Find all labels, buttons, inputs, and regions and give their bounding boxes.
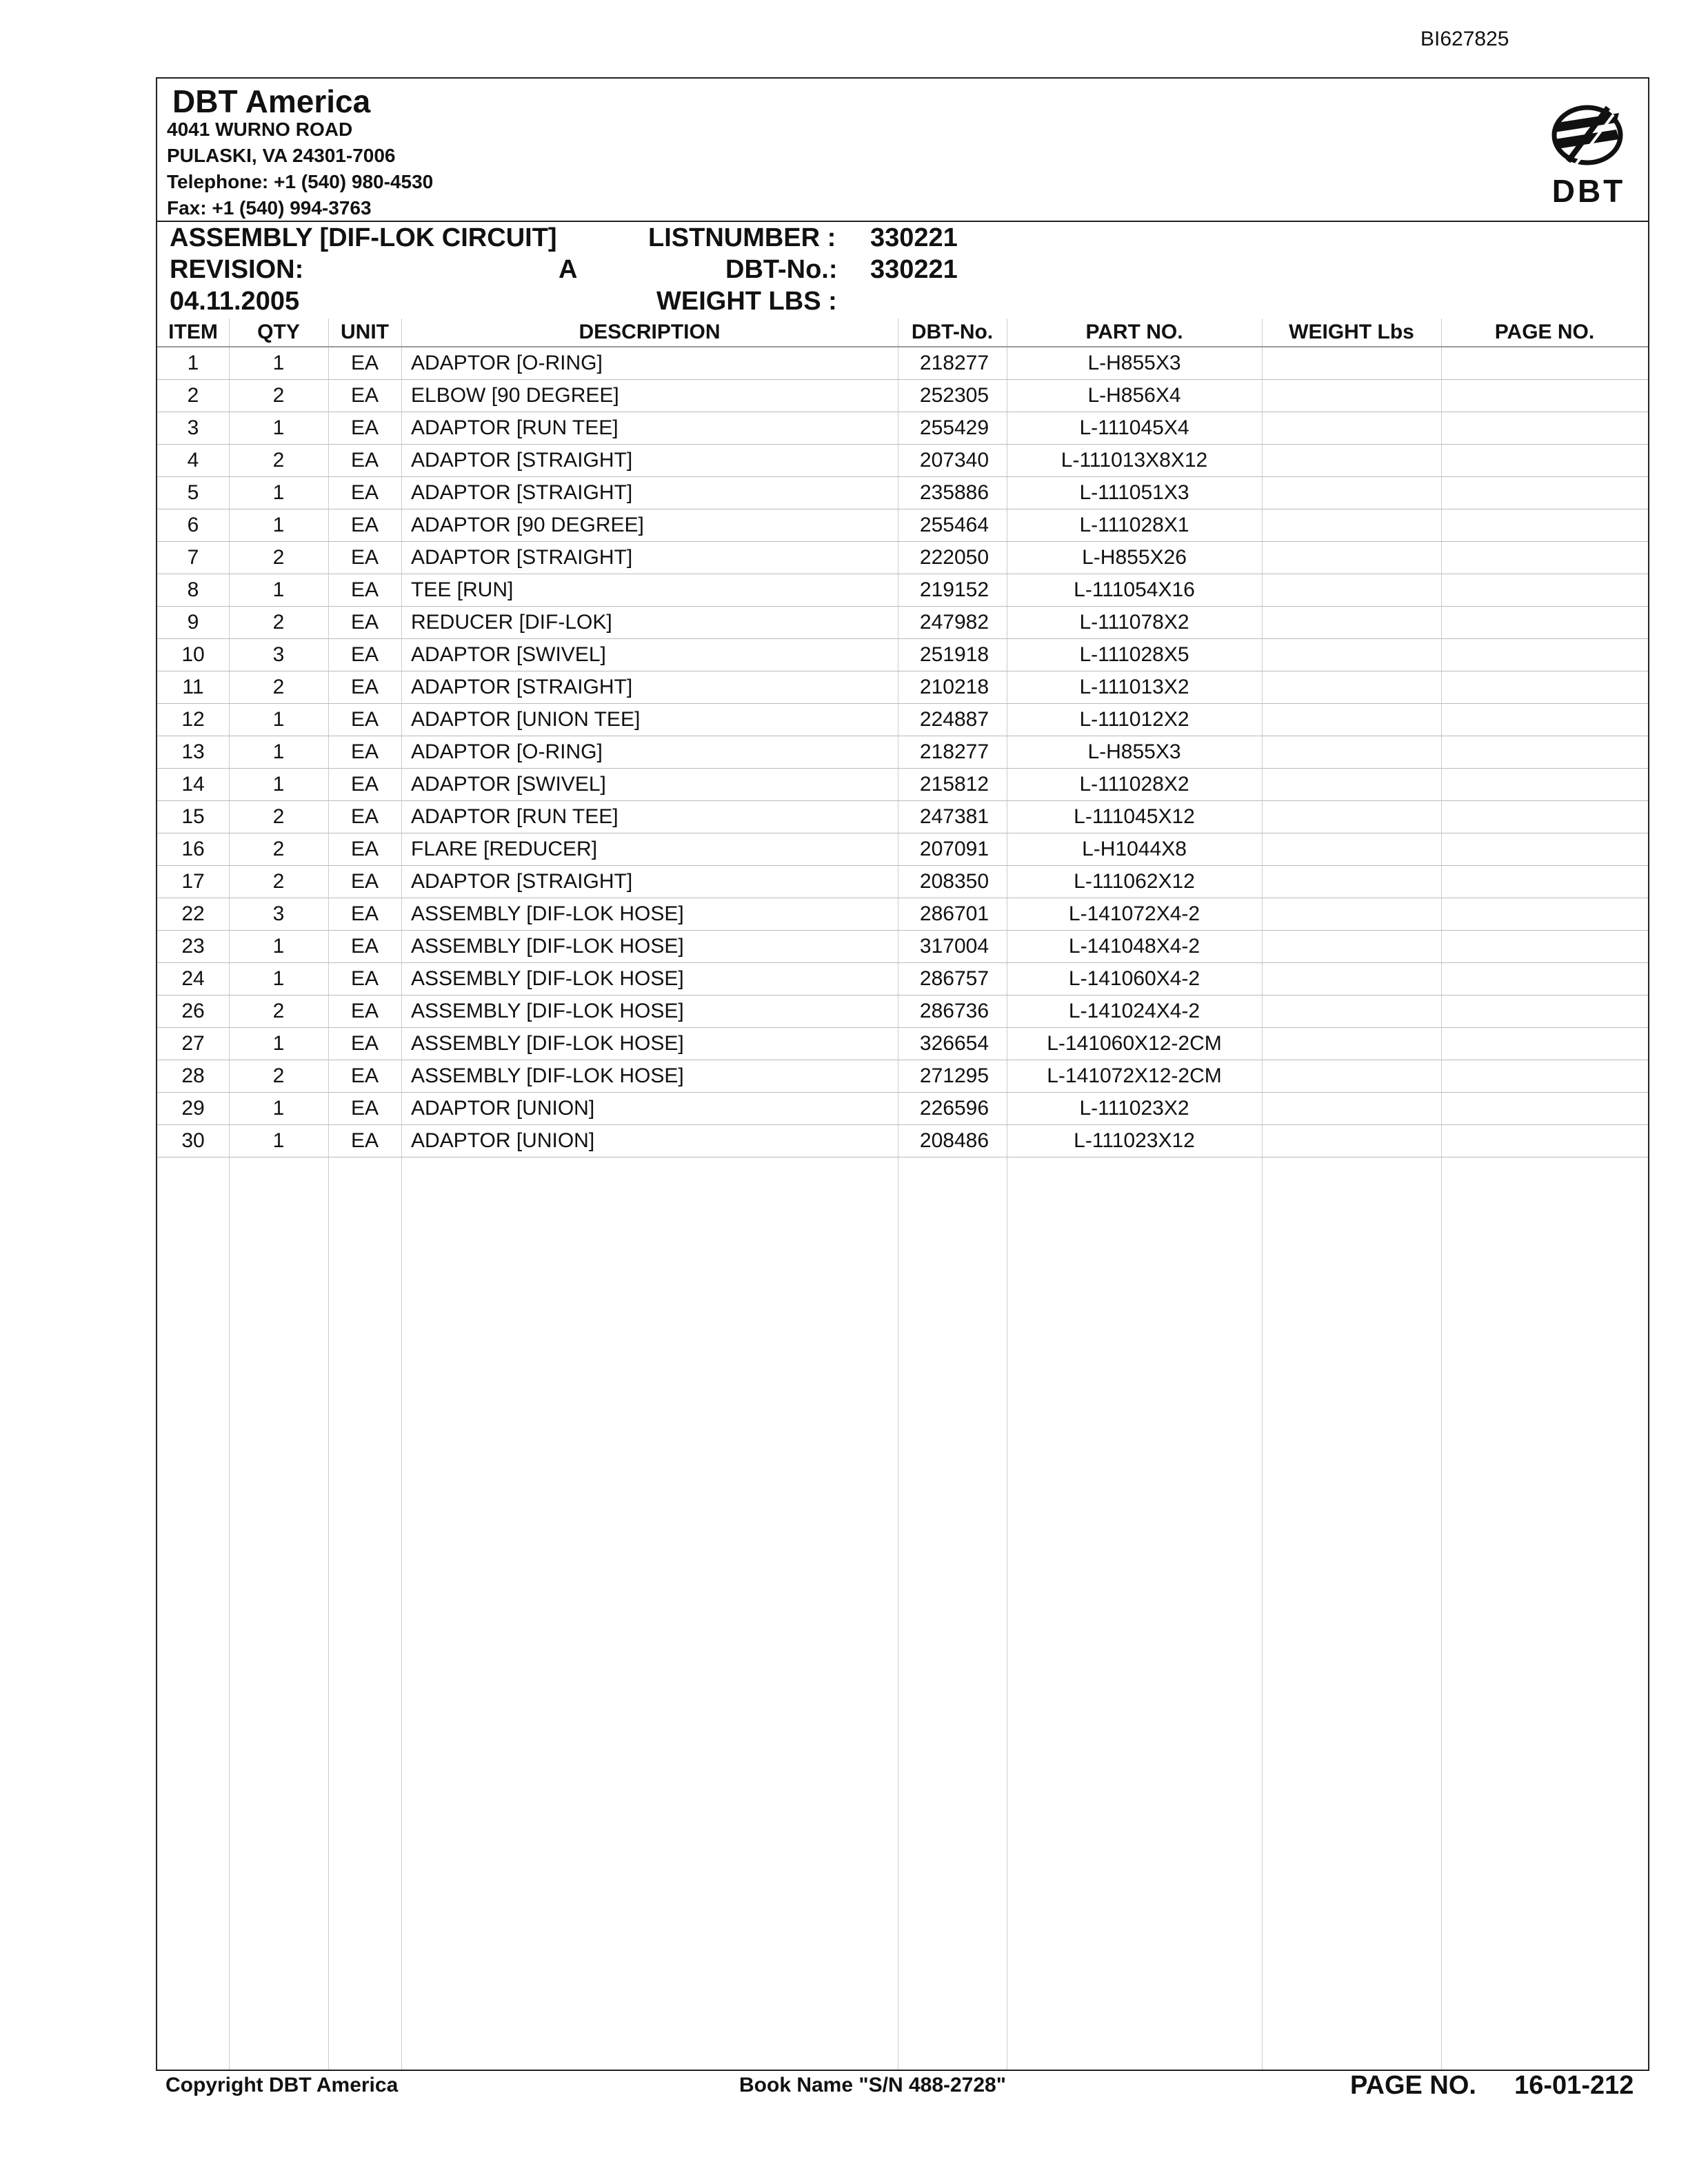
cell-dbt-no: 286757 [898, 963, 1007, 995]
column-header-qty: QTY [229, 318, 328, 347]
cell-dbt-no: 207091 [898, 833, 1007, 866]
cell-unit: EA [328, 1060, 401, 1093]
cell-page-no [1441, 347, 1648, 380]
cell-unit: EA [328, 1125, 401, 1157]
cell-description: ADAPTOR [90 DEGREE] [401, 509, 898, 542]
table-row [157, 801, 1648, 833]
cell-weight [1262, 607, 1441, 639]
cell-description: ASSEMBLY [DIF-LOK HOSE] [401, 898, 898, 931]
cell-page-no [1441, 931, 1648, 963]
assembly-title: ASSEMBLY [DIF-LOK CIRCUIT] [170, 223, 557, 252]
cell-qty: 1 [229, 704, 328, 736]
cell-weight [1262, 769, 1441, 801]
cell-unit: EA [328, 769, 401, 801]
cell-weight [1262, 898, 1441, 931]
cell-dbt-no: 286736 [898, 995, 1007, 1028]
cell-item: 4 [157, 445, 229, 477]
cell-description: ADAPTOR [RUN TEE] [401, 801, 898, 833]
table-row [157, 412, 1648, 445]
table-row [157, 833, 1648, 866]
column-header-item: ITEM [157, 318, 229, 347]
dbt-no-value: 330221 [870, 255, 958, 284]
cell-qty: 2 [229, 866, 328, 898]
table-row [157, 671, 1648, 704]
cell-description: ELBOW [90 DEGREE] [401, 380, 898, 412]
cell-part-no: L-111023X2 [1007, 1093, 1262, 1125]
cell-dbt-no: 224887 [898, 704, 1007, 736]
cell-description: ADAPTOR [SWIVEL] [401, 769, 898, 801]
cell-dbt-no: 207340 [898, 445, 1007, 477]
cell-qty: 2 [229, 671, 328, 704]
table-row [157, 509, 1648, 542]
company-address-line-2: PULASKI, VA 24301-7006 [167, 145, 396, 166]
cell-item: 24 [157, 963, 229, 995]
cell-page-no [1441, 412, 1648, 445]
cell-item: 16 [157, 833, 229, 866]
dbt-logo-icon [1547, 97, 1630, 172]
cell-description: ADAPTOR [STRAIGHT] [401, 445, 898, 477]
cell-part-no: L-111078X2 [1007, 607, 1262, 639]
table-row [157, 1060, 1648, 1093]
cell-dbt-no: 326654 [898, 1028, 1007, 1060]
table-header-row [157, 318, 1648, 347]
cell-page-no [1441, 704, 1648, 736]
cell-dbt-no: 251918 [898, 639, 1007, 671]
cell-page-no [1441, 477, 1648, 509]
table-row [157, 931, 1648, 963]
cell-dbt-no: 255464 [898, 509, 1007, 542]
cell-item: 30 [157, 1125, 229, 1157]
table-row [157, 769, 1648, 801]
cell-description: ASSEMBLY [DIF-LOK HOSE] [401, 1060, 898, 1093]
table-row [157, 477, 1648, 509]
cell-item: 15 [157, 801, 229, 833]
cell-unit: EA [328, 380, 401, 412]
cell-description: ADAPTOR [UNION TEE] [401, 704, 898, 736]
cell-unit: EA [328, 607, 401, 639]
listnumber-label: LISTNUMBER : [648, 223, 836, 252]
cell-weight [1262, 412, 1441, 445]
company-header [157, 79, 1648, 222]
cell-part-no: L-H1044X8 [1007, 833, 1262, 866]
cell-part-no: L-111023X12 [1007, 1125, 1262, 1157]
cell-part-no: L-H855X3 [1007, 347, 1262, 380]
company-name: DBT America [172, 83, 371, 119]
cell-description: ADAPTOR [STRAIGHT] [401, 477, 898, 509]
cell-unit: EA [328, 736, 401, 769]
cell-dbt-no: 235886 [898, 477, 1007, 509]
cell-item: 14 [157, 769, 229, 801]
cell-unit: EA [328, 509, 401, 542]
cell-qty: 2 [229, 542, 328, 574]
page-number-value: 16-01-212 [1514, 2071, 1634, 2100]
cell-qty: 1 [229, 509, 328, 542]
cell-weight [1262, 1093, 1441, 1125]
table-row [157, 445, 1648, 477]
cell-part-no: L-111062X12 [1007, 866, 1262, 898]
cell-weight [1262, 1060, 1441, 1093]
cell-item: 3 [157, 412, 229, 445]
cell-qty: 1 [229, 574, 328, 607]
cell-qty: 1 [229, 347, 328, 380]
cell-item: 10 [157, 639, 229, 671]
column-header-weight: WEIGHT Lbs [1262, 318, 1441, 347]
cell-part-no: L-111012X2 [1007, 704, 1262, 736]
company-telephone: Telephone: +1 (540) 980-4530 [167, 171, 434, 192]
company-fax: Fax: +1 (540) 994-3763 [167, 197, 372, 219]
cell-item: 8 [157, 574, 229, 607]
cell-description: ADAPTOR [STRAIGHT] [401, 542, 898, 574]
cell-dbt-no: 215812 [898, 769, 1007, 801]
cell-item: 22 [157, 898, 229, 931]
cell-item: 1 [157, 347, 229, 380]
cell-part-no: L-141024X4-2 [1007, 995, 1262, 1028]
table-row [157, 704, 1648, 736]
cell-weight [1262, 736, 1441, 769]
cell-unit: EA [328, 412, 401, 445]
cell-page-no [1441, 801, 1648, 833]
cell-page-no [1441, 898, 1648, 931]
cell-dbt-no: 317004 [898, 931, 1007, 963]
table-row [157, 1125, 1648, 1157]
cell-weight [1262, 866, 1441, 898]
cell-weight [1262, 995, 1441, 1028]
cell-dbt-no: 286701 [898, 898, 1007, 931]
cell-description: ADAPTOR [SWIVEL] [401, 639, 898, 671]
cell-item: 28 [157, 1060, 229, 1093]
cell-part-no: L-H856X4 [1007, 380, 1262, 412]
cell-page-no [1441, 671, 1648, 704]
cell-part-no: L-111045X4 [1007, 412, 1262, 445]
cell-page-no [1441, 963, 1648, 995]
cell-unit: EA [328, 704, 401, 736]
dbt-no-label: DBT-No.: [725, 255, 838, 284]
table-row [157, 574, 1648, 607]
cell-weight [1262, 963, 1441, 995]
cell-qty: 1 [229, 736, 328, 769]
parts-table [157, 318, 1648, 1157]
cell-description: FLARE [REDUCER] [401, 833, 898, 866]
cell-part-no: L-111028X2 [1007, 769, 1262, 801]
cell-description: ADAPTOR [UNION] [401, 1125, 898, 1157]
cell-qty: 2 [229, 445, 328, 477]
cell-unit: EA [328, 671, 401, 704]
cell-dbt-no: 219152 [898, 574, 1007, 607]
cell-qty: 1 [229, 477, 328, 509]
cell-qty: 2 [229, 995, 328, 1028]
cell-weight [1262, 1125, 1441, 1157]
cell-qty: 1 [229, 769, 328, 801]
cell-weight [1262, 833, 1441, 866]
cell-description: ASSEMBLY [DIF-LOK HOSE] [401, 963, 898, 995]
cell-unit: EA [328, 639, 401, 671]
cell-page-no [1441, 607, 1648, 639]
cell-unit: EA [328, 995, 401, 1028]
cell-part-no: L-111054X16 [1007, 574, 1262, 607]
cell-unit: EA [328, 801, 401, 833]
cell-weight [1262, 574, 1441, 607]
cell-page-no [1441, 509, 1648, 542]
cell-qty: 1 [229, 963, 328, 995]
column-header-description: DESCRIPTION [401, 318, 898, 347]
cell-description: ADAPTOR [UNION] [401, 1093, 898, 1125]
cell-page-no [1441, 736, 1648, 769]
table-row [157, 380, 1648, 412]
cell-item: 2 [157, 380, 229, 412]
weight-label: WEIGHT LBS : [656, 287, 837, 316]
cell-page-no [1441, 1060, 1648, 1093]
dbt-logo [1547, 97, 1630, 221]
parts-table-body [157, 347, 1648, 1157]
cell-page-no [1441, 380, 1648, 412]
assembly-date: 04.11.2005 [170, 287, 300, 316]
column-header-unit: UNIT [328, 318, 401, 347]
cell-item: 13 [157, 736, 229, 769]
cell-qty: 2 [229, 833, 328, 866]
cell-part-no: L-111045X12 [1007, 801, 1262, 833]
cell-weight [1262, 801, 1441, 833]
cell-item: 9 [157, 607, 229, 639]
parts-list-sheet [156, 77, 1649, 2071]
cell-unit: EA [328, 1028, 401, 1060]
cell-item: 11 [157, 671, 229, 704]
page-number-label: PAGE NO. [1350, 2071, 1476, 2100]
cell-weight [1262, 380, 1441, 412]
cell-part-no: L-111013X2 [1007, 671, 1262, 704]
table-row [157, 1028, 1648, 1060]
cell-item: 5 [157, 477, 229, 509]
cell-weight [1262, 1028, 1441, 1060]
cell-weight [1262, 542, 1441, 574]
cell-description: ADAPTOR [O-RING] [401, 736, 898, 769]
cell-item: 12 [157, 704, 229, 736]
cell-part-no: L-111051X3 [1007, 477, 1262, 509]
cell-page-no [1441, 1125, 1648, 1157]
cell-page-no [1441, 833, 1648, 866]
cell-item: 27 [157, 1028, 229, 1060]
cell-weight [1262, 671, 1441, 704]
cell-weight [1262, 509, 1441, 542]
cell-description: ADAPTOR [O-RING] [401, 347, 898, 380]
cell-part-no: L-141060X12-2CM [1007, 1028, 1262, 1060]
cell-unit: EA [328, 931, 401, 963]
cell-item: 17 [157, 866, 229, 898]
column-header-dbt-no: DBT-No. [898, 318, 1007, 347]
cell-description: TEE [RUN] [401, 574, 898, 607]
cell-part-no: L-H855X26 [1007, 542, 1262, 574]
cell-dbt-no: 226596 [898, 1093, 1007, 1125]
cell-unit: EA [328, 445, 401, 477]
revision-label: REVISION: [170, 255, 304, 284]
cell-page-no [1441, 542, 1648, 574]
cell-item: 6 [157, 509, 229, 542]
cell-description: REDUCER [DIF-LOK] [401, 607, 898, 639]
cell-unit: EA [328, 574, 401, 607]
cell-unit: EA [328, 1093, 401, 1125]
cell-page-no [1441, 1028, 1648, 1060]
cell-description: ASSEMBLY [DIF-LOK HOSE] [401, 931, 898, 963]
cell-part-no: L-111028X1 [1007, 509, 1262, 542]
cell-unit: EA [328, 347, 401, 380]
company-address-line-1: 4041 WURNO ROAD [167, 119, 353, 140]
cell-qty: 2 [229, 380, 328, 412]
copyright-notice: Copyright DBT America [165, 2074, 399, 2096]
table-row [157, 542, 1648, 574]
cell-page-no [1441, 866, 1648, 898]
cell-unit: EA [328, 866, 401, 898]
cell-page-no [1441, 1093, 1648, 1125]
cell-unit: EA [328, 542, 401, 574]
cell-dbt-no: 208486 [898, 1125, 1007, 1157]
table-row [157, 898, 1648, 931]
cell-unit: EA [328, 477, 401, 509]
cell-qty: 3 [229, 639, 328, 671]
cell-weight [1262, 704, 1441, 736]
cell-item: 23 [157, 931, 229, 963]
cell-qty: 3 [229, 898, 328, 931]
cell-weight [1262, 639, 1441, 671]
revision-value: A [559, 255, 578, 284]
cell-weight [1262, 445, 1441, 477]
cell-weight [1262, 477, 1441, 509]
cell-page-no [1441, 445, 1648, 477]
table-row [157, 1093, 1648, 1125]
cell-item: 26 [157, 995, 229, 1028]
cell-part-no: L-141048X4-2 [1007, 931, 1262, 963]
cell-unit: EA [328, 833, 401, 866]
cell-part-no: L-111013X8X12 [1007, 445, 1262, 477]
cell-qty: 2 [229, 607, 328, 639]
cell-dbt-no: 271295 [898, 1060, 1007, 1093]
table-row [157, 347, 1648, 380]
cell-weight [1262, 347, 1441, 380]
page-number [1350, 2071, 1634, 2101]
table-row [157, 866, 1648, 898]
table-row [157, 995, 1648, 1028]
cell-qty: 1 [229, 1028, 328, 1060]
cell-dbt-no: 208350 [898, 866, 1007, 898]
table-row [157, 963, 1648, 995]
cell-qty: 1 [229, 1093, 328, 1125]
cell-description: ASSEMBLY [DIF-LOK HOSE] [401, 1028, 898, 1060]
cell-part-no: L-H855X3 [1007, 736, 1262, 769]
cell-unit: EA [328, 898, 401, 931]
cell-dbt-no: 247982 [898, 607, 1007, 639]
cell-weight [1262, 931, 1441, 963]
cell-item: 29 [157, 1093, 229, 1125]
cell-page-no [1441, 995, 1648, 1028]
cell-part-no: L-141060X4-2 [1007, 963, 1262, 995]
cell-dbt-no: 210218 [898, 671, 1007, 704]
cell-dbt-no: 218277 [898, 736, 1007, 769]
book-name: Book Name "S/N 488-2728" [739, 2074, 1006, 2096]
column-header-page-no: PAGE NO. [1441, 318, 1648, 347]
cell-page-no [1441, 769, 1648, 801]
cell-description: ASSEMBLY [DIF-LOK HOSE] [401, 995, 898, 1028]
cell-part-no: L-141072X12-2CM [1007, 1060, 1262, 1093]
cell-qty: 1 [229, 412, 328, 445]
listnumber-value: 330221 [870, 223, 958, 252]
cell-qty: 2 [229, 1060, 328, 1093]
table-row [157, 639, 1648, 671]
logo-wordmark: DBT [1551, 173, 1626, 209]
cell-description: ADAPTOR [RUN TEE] [401, 412, 898, 445]
cell-unit: EA [328, 963, 401, 995]
table-row [157, 607, 1648, 639]
cell-description: ADAPTOR [STRAIGHT] [401, 866, 898, 898]
cell-dbt-no: 222050 [898, 542, 1007, 574]
table-row [157, 736, 1648, 769]
cell-qty: 1 [229, 1125, 328, 1157]
cell-dbt-no: 218277 [898, 347, 1007, 380]
cell-page-no [1441, 574, 1648, 607]
cell-dbt-no: 255429 [898, 412, 1007, 445]
cell-dbt-no: 252305 [898, 380, 1007, 412]
cell-part-no: L-141072X4-2 [1007, 898, 1262, 931]
cell-page-no [1441, 639, 1648, 671]
cell-dbt-no: 247381 [898, 801, 1007, 833]
cell-item: 7 [157, 542, 229, 574]
cell-description: ADAPTOR [STRAIGHT] [401, 671, 898, 704]
column-header-part-no: PART NO. [1007, 318, 1262, 347]
document-id: BI627825 [1420, 28, 1509, 50]
cell-part-no: L-111028X5 [1007, 639, 1262, 671]
cell-qty: 2 [229, 801, 328, 833]
cell-qty: 1 [229, 931, 328, 963]
